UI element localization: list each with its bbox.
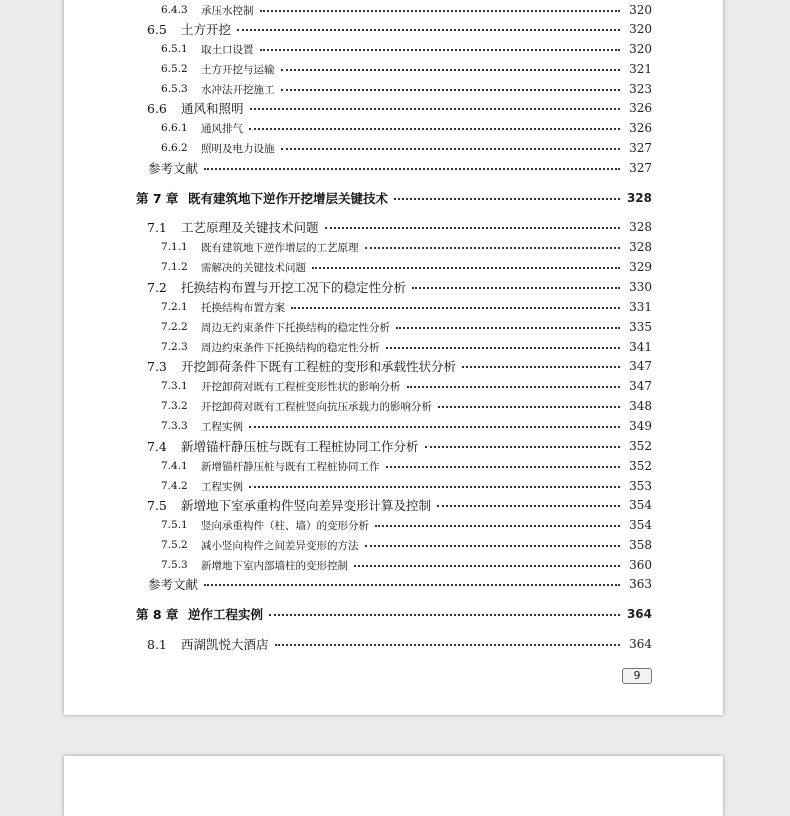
dot-leader xyxy=(386,347,621,349)
table-of-contents xyxy=(64,0,723,715)
dot-leader xyxy=(386,466,621,468)
dot-leader xyxy=(269,614,620,616)
toc-entry[interactable] xyxy=(147,217,652,237)
toc-entry[interactable] xyxy=(161,297,652,317)
toc-entry-title: 新增锚杆静压桩与既有工程桩协同工作 xyxy=(201,460,380,473)
toc-entry-page: 364 xyxy=(629,637,652,651)
toc-entry-number: 7.4.1 xyxy=(161,460,188,472)
dot-leader xyxy=(281,89,621,91)
toc-entry-page: 323 xyxy=(629,82,652,96)
toc-entry-title: 参考文献 xyxy=(148,161,199,176)
toc-entry-number: 6.6.2 xyxy=(161,142,188,154)
toc-entry-page: 354 xyxy=(629,518,652,532)
next-document-page xyxy=(64,756,723,816)
dot-leader xyxy=(291,307,620,309)
toc-entry-page: 328 xyxy=(629,240,652,254)
toc-entry-page: 347 xyxy=(629,359,652,373)
dot-leader xyxy=(412,287,620,289)
dot-leader xyxy=(260,10,621,12)
dot-leader xyxy=(204,168,620,170)
dot-leader xyxy=(250,108,620,110)
toc-entry-number: 6.4.3 xyxy=(161,4,188,16)
toc-entry-title: 照明及电力设施 xyxy=(201,142,275,155)
toc-entry-title: 托换结构布置方案 xyxy=(201,301,285,314)
dot-leader xyxy=(275,644,620,646)
toc-entry[interactable] xyxy=(161,257,652,277)
toc-entry-title: 西湖凯悦大酒店 xyxy=(181,637,269,652)
toc-entry[interactable] xyxy=(147,277,652,297)
toc-entry-page: 341 xyxy=(629,340,652,354)
toc-entry-page: 320 xyxy=(629,22,652,36)
toc-entry-number: 6.6.1 xyxy=(161,122,188,134)
toc-entry[interactable] xyxy=(161,39,652,59)
dot-leader xyxy=(438,406,620,408)
toc-entry-number: 7.5.3 xyxy=(161,559,188,571)
toc-entry-title: 通风和照明 xyxy=(181,101,244,116)
toc-entry[interactable] xyxy=(147,356,652,376)
toc-entry[interactable] xyxy=(147,495,652,515)
toc-entry-page: 347 xyxy=(629,379,652,393)
toc-entry-title: 逆作工程实例 xyxy=(188,607,264,622)
toc-entry-number: 6.5.2 xyxy=(161,63,188,75)
toc-entry-number: 7.3.1 xyxy=(161,380,188,392)
toc-entry[interactable] xyxy=(161,138,652,158)
toc-entry-title: 新增地下室承重构件竖向差异变形计算及控制 xyxy=(181,498,432,513)
toc-entry-number: 7.5.2 xyxy=(161,539,188,551)
toc-entry[interactable] xyxy=(161,396,652,416)
toc-entry-title: 周边无约束条件下托换结构的稳定性分析 xyxy=(201,321,390,334)
toc-entry-page: 352 xyxy=(629,439,652,453)
toc-entry[interactable] xyxy=(161,416,652,436)
toc-entry-page: 364 xyxy=(626,607,652,621)
dot-leader xyxy=(249,128,620,130)
toc-entry[interactable] xyxy=(161,237,652,257)
toc-entry-page: 331 xyxy=(629,300,652,314)
toc-entry-number: 7.3 xyxy=(147,358,167,374)
toc-entry-title: 既有建筑地下逆作开挖增层关键技术 xyxy=(188,191,389,206)
toc-entry[interactable] xyxy=(161,555,652,575)
toc-entry-number: 7.2.1 xyxy=(161,301,188,313)
dot-leader xyxy=(425,446,620,448)
dot-leader xyxy=(281,148,621,150)
toc-entry-number: 7.2.2 xyxy=(161,321,188,333)
page-number-badge: 9 xyxy=(622,668,652,684)
toc-entry[interactable] xyxy=(161,376,652,396)
toc-entry-number: 6.5.1 xyxy=(161,43,188,55)
toc-entry-page: 358 xyxy=(629,538,652,552)
toc-entry-number: 7.1.2 xyxy=(161,261,188,273)
dot-leader xyxy=(237,29,620,31)
toc-entry-page: 320 xyxy=(629,42,652,56)
toc-entry[interactable] xyxy=(147,19,652,39)
toc-entry[interactable] xyxy=(161,337,652,357)
toc-entry-title: 开挖卸荷对既有工程桩变形性状的影响分析 xyxy=(201,380,401,393)
dot-leader xyxy=(249,486,620,488)
dot-leader xyxy=(312,267,620,269)
toc-entry[interactable] xyxy=(161,456,652,476)
toc-entry-page: 329 xyxy=(629,260,652,274)
toc-entry-page: 335 xyxy=(629,320,652,334)
toc-entry-number: 7.2 xyxy=(147,279,167,295)
toc-entry-title: 工程实例 xyxy=(201,480,243,493)
toc-entry-title: 水冲法开挖施工 xyxy=(201,83,275,96)
toc-entry[interactable] xyxy=(147,436,652,456)
toc-entry-title: 周边约束条件下托换结构的稳定性分析 xyxy=(201,341,380,354)
toc-entry[interactable] xyxy=(161,515,652,535)
toc-entry-title: 工艺原理及关键技术问题 xyxy=(181,220,319,235)
toc-entry-title: 土方开挖与运输 xyxy=(201,63,275,76)
toc-entry[interactable] xyxy=(147,98,652,118)
toc-entry-number: 第 8 章 xyxy=(136,607,179,622)
toc-entry-number: 第 7 章 xyxy=(136,191,179,206)
toc-entry[interactable] xyxy=(161,317,652,337)
toc-entry-title: 土方开挖 xyxy=(181,22,232,37)
dot-leader xyxy=(375,525,620,527)
toc-entry-title: 参考文献 xyxy=(148,577,199,592)
toc-entry-page: 328 xyxy=(629,220,652,234)
toc-entry-title: 取土口设置 xyxy=(201,43,254,56)
toc-entry-number: 6.5 xyxy=(147,21,167,37)
toc-entry-number: 7.4.2 xyxy=(161,480,188,492)
toc-entry-page: 348 xyxy=(629,399,652,413)
dot-leader xyxy=(394,198,620,200)
toc-entry-title: 工程实例 xyxy=(201,420,243,433)
toc-entry-page: 326 xyxy=(629,101,652,115)
toc-entry[interactable] xyxy=(161,79,652,99)
toc-entry-title: 需解决的关键技术问题 xyxy=(201,261,306,274)
toc-entry-page: 320 xyxy=(629,3,652,17)
toc-entry[interactable] xyxy=(147,634,652,654)
dot-leader xyxy=(260,49,621,51)
toc-entry[interactable] xyxy=(161,118,652,138)
toc-entry[interactable] xyxy=(136,188,652,208)
toc-entry-title: 承压水控制 xyxy=(201,4,254,17)
toc-entry-title: 竖向承重构件（柱、墙）的变形分析 xyxy=(201,519,369,532)
toc-entry-title: 新增地下室内部墙柱的变形控制 xyxy=(201,559,348,572)
toc-entry-page: 363 xyxy=(629,577,652,591)
toc-entry-page: 327 xyxy=(629,141,652,155)
dot-leader xyxy=(365,247,621,249)
dot-leader xyxy=(204,584,620,586)
toc-entry-page: 326 xyxy=(629,121,652,135)
toc-entry-title: 减小竖向构件之间差异变形的方法 xyxy=(201,539,359,552)
toc-entry-number: 7.1.1 xyxy=(161,241,188,253)
toc-entry[interactable] xyxy=(161,535,652,555)
toc-entry-number: 7.1 xyxy=(147,219,167,235)
toc-entry-page: 328 xyxy=(626,191,652,205)
toc-entry-title: 通风排气 xyxy=(201,122,243,135)
dot-leader xyxy=(365,545,621,547)
toc-entry[interactable] xyxy=(161,476,652,496)
toc-entry-page: 327 xyxy=(629,161,652,175)
toc-entry[interactable] xyxy=(148,158,652,178)
document-page xyxy=(64,0,723,715)
toc-entry-title: 开挖卸荷条件下既有工程桩的变形和承载性状分析 xyxy=(181,359,457,374)
toc-entry-number: 7.2.3 xyxy=(161,341,188,353)
dot-leader xyxy=(407,386,621,388)
toc-entry[interactable] xyxy=(161,59,652,79)
toc-entry-page: 360 xyxy=(629,558,652,572)
toc-entry-page: 321 xyxy=(629,62,652,76)
toc-entry[interactable] xyxy=(161,0,652,20)
dot-leader xyxy=(354,565,620,567)
toc-entry-page: 353 xyxy=(629,479,652,493)
dot-leader xyxy=(325,227,620,229)
toc-entry-number: 7.5.1 xyxy=(161,519,188,531)
toc-entry-number: 7.3.3 xyxy=(161,420,188,432)
dot-leader xyxy=(437,505,620,507)
toc-entry-number: 7.4 xyxy=(147,438,167,454)
toc-entry-number: 7.3.2 xyxy=(161,400,188,412)
toc-entry-number: 6.6 xyxy=(147,100,167,116)
toc-entry[interactable] xyxy=(148,574,652,594)
toc-entry-title: 开挖卸荷对既有工程桩竖向抗压承载力的影响分析 xyxy=(201,400,432,413)
dot-leader xyxy=(396,327,620,329)
dot-leader xyxy=(281,69,621,71)
dot-leader xyxy=(249,426,620,428)
dot-leader xyxy=(462,366,620,368)
toc-entry-number: 6.5.3 xyxy=(161,83,188,95)
toc-entry-title: 新增锚杆静压桩与既有工程桩协同工作分析 xyxy=(181,439,419,454)
toc-entry-page: 330 xyxy=(629,280,652,294)
toc-entry-title: 既有建筑地下逆作增层的工艺原理 xyxy=(201,241,359,254)
toc-entry-page: 354 xyxy=(629,498,652,512)
toc-entry-page: 352 xyxy=(629,459,652,473)
toc-entry[interactable] xyxy=(136,604,652,624)
toc-entry-number: 8.1 xyxy=(147,636,167,652)
toc-entry-number: 7.5 xyxy=(147,497,167,513)
toc-entry-title: 托换结构布置与开挖工况下的稳定性分析 xyxy=(181,280,407,295)
toc-entry-page: 349 xyxy=(629,419,652,433)
